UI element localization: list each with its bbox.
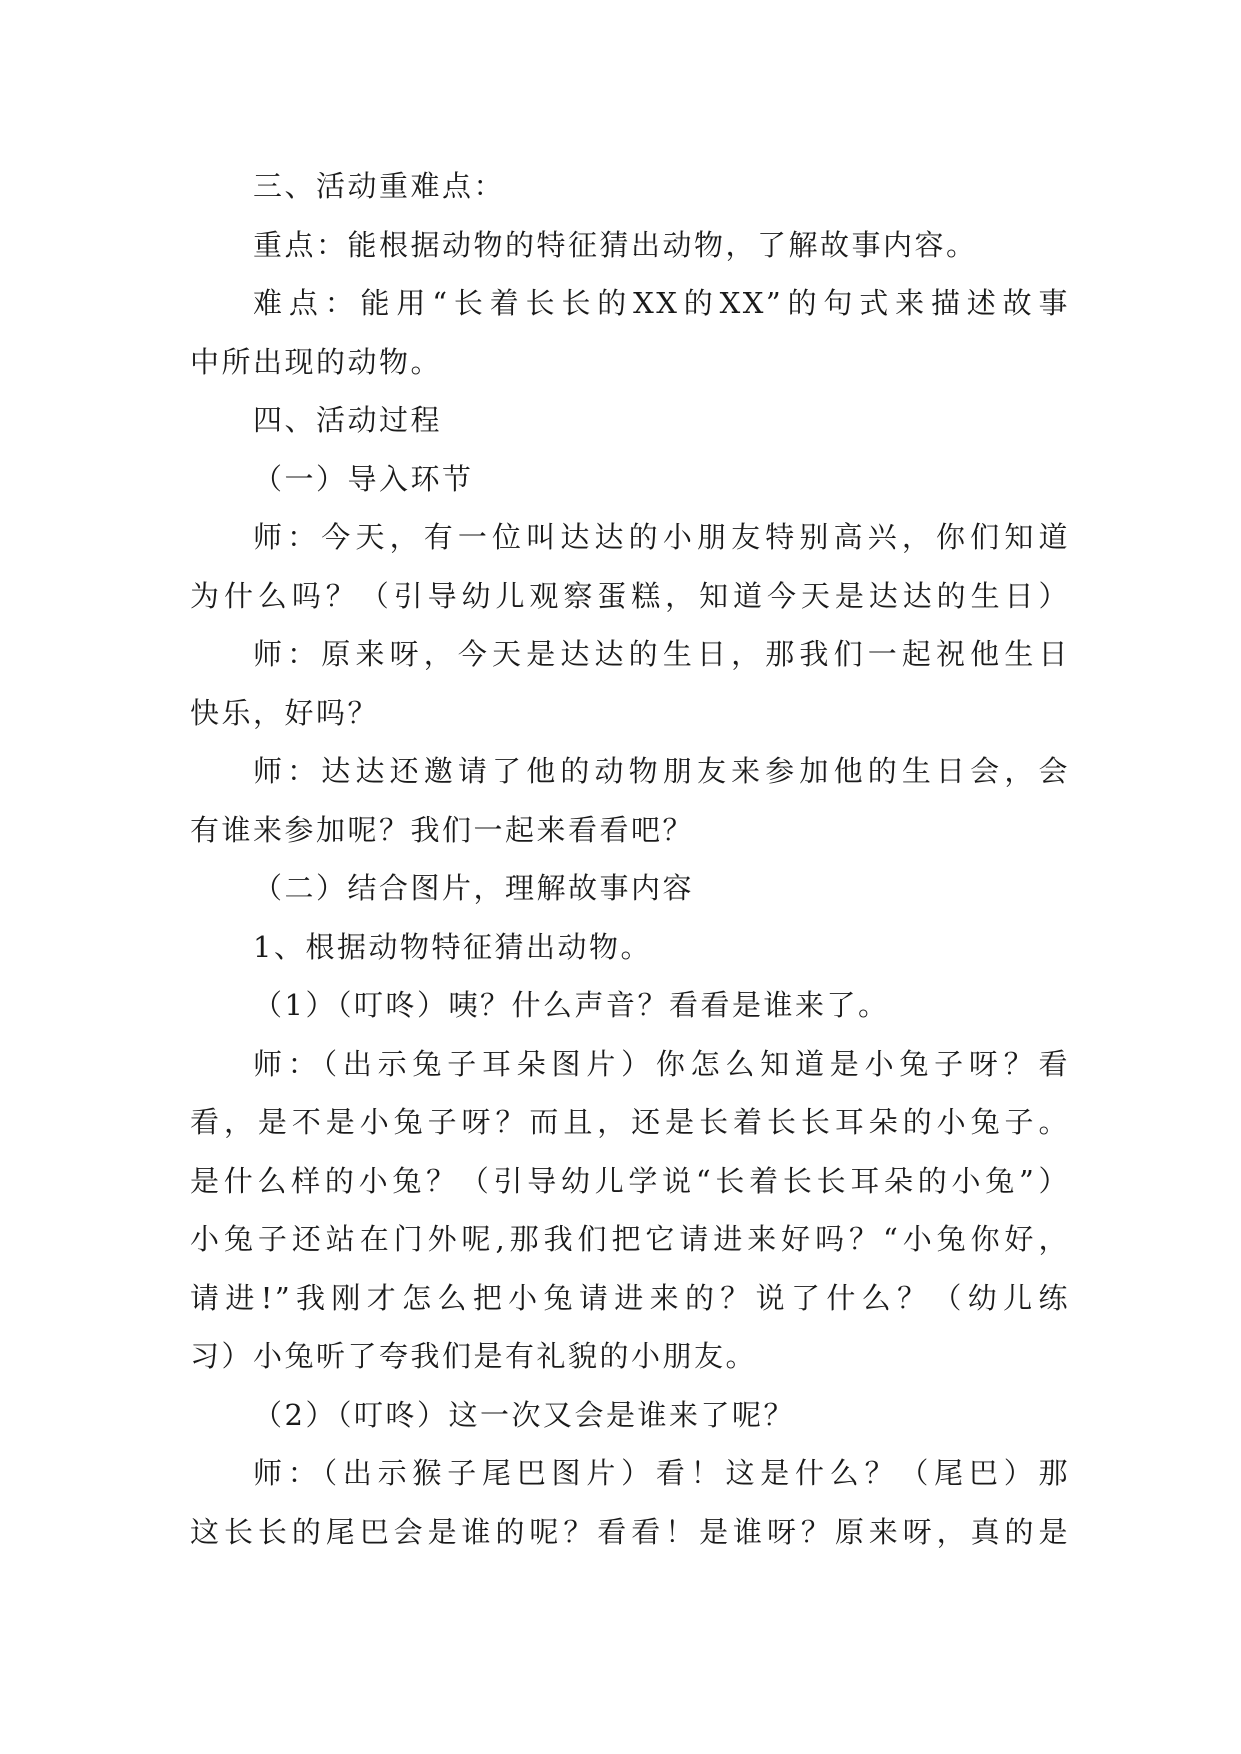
difficulty-line-2: 中所出现的动物。 — [190, 344, 443, 379]
subsection-heading-2: （二）结合图片，理解故事内容 — [253, 871, 695, 905]
subsection-heading-1: （一）导入环节 — [253, 461, 474, 496]
paragraph-line: 师：达达还邀请了他的动物朋友来参加他的生日会，会 — [253, 754, 1070, 788]
paragraph-line: 1、根据动物特征猜出动物。 — [253, 929, 652, 964]
paragraph-line: 师：（出示兔子耳朵图片）你怎么知道是小兔子呀？看 — [253, 1046, 1070, 1081]
paragraph-line: 看，是不是小兔子呀？而且，还是长着长长耳朵的小兔子。 — [190, 1105, 1070, 1139]
paragraph-line: 是什么样的小兔？（引导幼儿学说“长着长长耳朵的小兔”） — [190, 1163, 1070, 1198]
paragraph-line: 师：今天，有一位叫达达的小朋友特别高兴，你们知道 — [253, 520, 1070, 554]
paragraph-line: 快乐，好吗？ — [190, 695, 380, 730]
paragraph-line: 请进!”我刚才怎么把小兔请进来的？说了什么？（幼儿练 — [190, 1280, 1070, 1315]
paragraph-line: 师：原来呀，今天是达达的生日，那我们一起祝他生日 — [253, 637, 1070, 671]
section-heading-4: 四、活动过程 — [253, 403, 443, 437]
key-point-line: 重点：能根据动物的特征猜出动物，了解故事内容。 — [253, 227, 978, 262]
paragraph-line: 师：（出示猴子尾巴图片）看！这是什么？（尾巴）那 — [253, 1456, 1070, 1490]
paragraph-line: （2）（叮咚）这一次又会是谁来了呢？ — [253, 1397, 795, 1432]
paragraph-line: 习）小兔听了夸我们是有礼貌的小朋友。 — [190, 1339, 758, 1373]
paragraph-line: 这长长的尾巴会是谁的呢？看看！是谁呀？原来呀，真的是 — [190, 1514, 1070, 1549]
section-heading-3: 三、活动重难点： — [253, 169, 506, 203]
paragraph-line: （1）（叮咚）咦？什么声音？看看是谁来了。 — [253, 988, 890, 1022]
paragraph-line: 有谁来参加呢？我们一起来看看吧？ — [190, 812, 695, 847]
paragraph-line: 小兔子还站在门外呢,那我们把它请进来好吗？“小兔你好， — [190, 1222, 1070, 1256]
difficulty-line-1: 难点：能用“长着长长的XX的XX”的句式来描述故事 — [253, 286, 1070, 320]
document-body — [190, 157, 1070, 1561]
paragraph-line: 为什么吗？（引导幼儿观察蛋糕，知道今天是达达的生日） — [190, 578, 1070, 613]
